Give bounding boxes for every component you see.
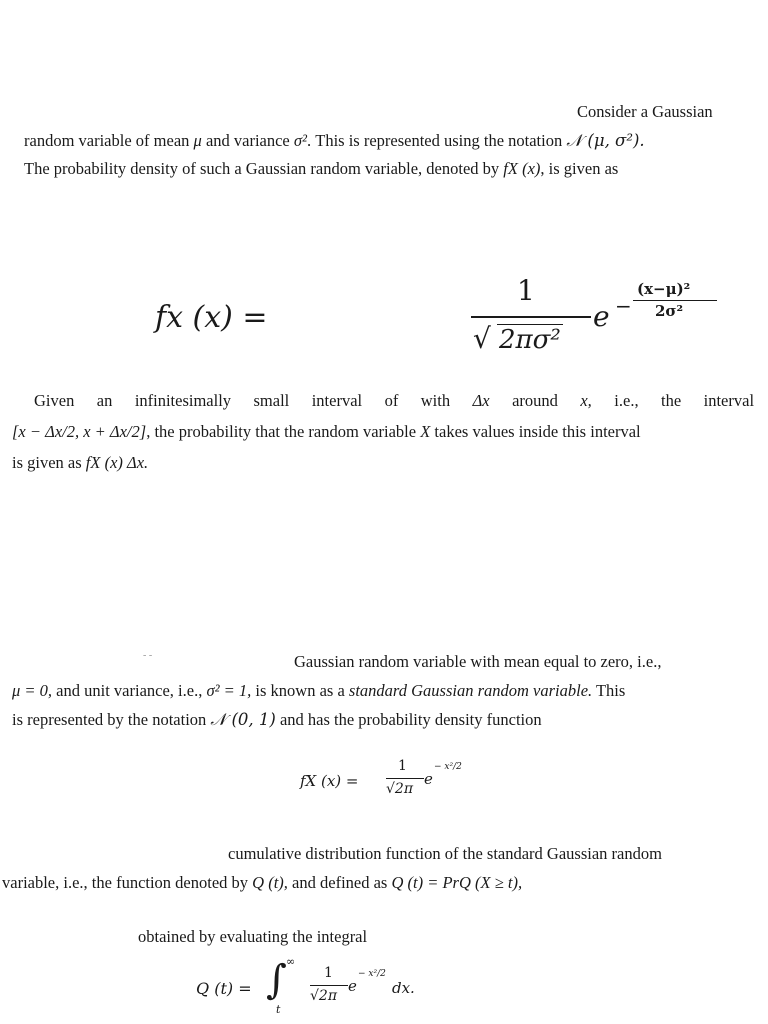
sigma-equals-one: σ² = 1, xyxy=(206,681,252,700)
eq2-denominator: √2π xyxy=(386,781,414,797)
eq1-fraction-bar xyxy=(471,316,591,318)
random-variable-X: X xyxy=(420,422,431,441)
q-definition: Q (t) = PrQ (X ≥ t), xyxy=(391,873,523,892)
eq1-denominator: 2πσ² xyxy=(499,325,561,355)
eq2-numerator: 1 xyxy=(398,758,407,774)
para3-line3-text-a: is represented by the notation xyxy=(12,710,211,729)
faint-marks: - - xyxy=(143,650,153,661)
para2-line3-text-a: is given as xyxy=(12,453,86,472)
eq2-fraction-bar xyxy=(386,778,424,779)
para3-line2-text-d: is known as a xyxy=(251,681,349,700)
eq3-denominator: √2π xyxy=(310,988,338,1004)
para3-line2 xyxy=(12,681,625,701)
normal-notation: 𝒩 (μ, σ²). xyxy=(566,131,645,150)
eq1-exp-minus: − xyxy=(615,294,632,318)
eq3-exponent: − x²/2 xyxy=(358,969,386,979)
q-integral-equation xyxy=(196,955,436,1020)
eq3-integral-sign: ∫ xyxy=(266,957,287,1003)
para3-line1: Gaussian random variable with mean equal to zero, i.e., xyxy=(294,652,662,671)
para5-line1: obtained by evaluating the integral xyxy=(138,927,368,946)
eq1-exp-numerator: (x−μ)² xyxy=(637,280,691,298)
eq2-lhs: fX (x) = xyxy=(300,772,359,790)
standard-normal-notation: 𝒩 (0, 1) xyxy=(210,710,276,729)
para1-line1: Consider a Gaussian xyxy=(577,102,713,121)
eq1-exp-bar xyxy=(633,300,717,301)
para1-line3-text-b: , is given as xyxy=(540,159,619,178)
eq1-sqrt-sign: √ xyxy=(473,322,491,355)
para1-line2-text-b: and variance xyxy=(201,131,294,150)
eq3-lower-limit: t xyxy=(276,1003,281,1016)
eq1-numerator: 1 xyxy=(517,274,535,307)
para2-line1 xyxy=(34,391,754,411)
para2-line1-text-b: around xyxy=(512,391,558,410)
para4-line2-text-a: variable, i.e., the function denoted by xyxy=(2,873,253,892)
standard-gaussian-term: standard Gaussian random variable. xyxy=(348,681,593,700)
density-symbol: fX (x) xyxy=(503,159,541,178)
sigma-squared: σ² xyxy=(293,131,307,150)
interval-notation: [x − Δx/2, x + Δx/2] xyxy=(12,422,147,441)
standard-pdf-equation xyxy=(300,758,480,808)
eq2-exponent: − x²/2 xyxy=(434,762,462,772)
para4-line1: cumulative distribution function of the standard Gaussian random xyxy=(228,844,662,863)
para2-line2 xyxy=(12,422,641,442)
x-symbol: x, xyxy=(580,391,592,410)
para1-line2 xyxy=(24,131,645,151)
eq2-base-e: e xyxy=(424,770,433,788)
para1-line3-text-a: The probability density of such a Gaussian random variable, denoted by xyxy=(24,159,504,178)
mu-equals-zero: μ = 0, xyxy=(12,681,53,700)
eq3-dx: dx. xyxy=(392,979,415,997)
para1-line3 xyxy=(24,159,618,179)
para2-line3 xyxy=(12,453,148,473)
para2-line1-text-c: i.e., the interval xyxy=(614,391,755,410)
para3-line2-text-b: and unit variance, i.e., xyxy=(52,681,207,700)
para2-line2-text-b: takes values inside this interval xyxy=(430,422,641,441)
eq3-lhs: Q (t) = xyxy=(196,979,252,998)
delta-x: Δx xyxy=(472,391,490,410)
eq3-fraction-bar xyxy=(310,985,348,986)
para4-line2 xyxy=(2,873,522,893)
eq1-lhs: fx (x) = xyxy=(155,300,268,335)
eq1-base-e: e xyxy=(593,300,610,333)
para3-line3 xyxy=(12,710,542,730)
q-function: Q (t), xyxy=(252,873,288,892)
para1-line2-text-c: . This is represented using the notation xyxy=(306,131,567,150)
para2-line1-text-a: Given an infinitesimally small interval of with xyxy=(34,391,451,410)
mu-symbol: μ xyxy=(193,131,202,150)
gaussian-pdf-equation xyxy=(155,270,691,370)
probability-expression: fX (x) Δx. xyxy=(85,453,149,472)
eq1-exp-denominator: 2σ² xyxy=(655,302,684,320)
para3-line3-text-c: and has the probability density function xyxy=(275,710,542,729)
para1-line2-text-a: random variable of mean xyxy=(24,131,194,150)
para2-line2-text-a: , the probability that the random variable xyxy=(146,422,421,441)
eq3-upper-limit: ∞ xyxy=(286,955,296,968)
eq3-numerator: 1 xyxy=(324,965,333,981)
para4-line2-text-c: and defined as xyxy=(287,873,392,892)
eq3-base-e: e xyxy=(348,977,357,995)
para3-line2-text-f: This xyxy=(592,681,626,700)
